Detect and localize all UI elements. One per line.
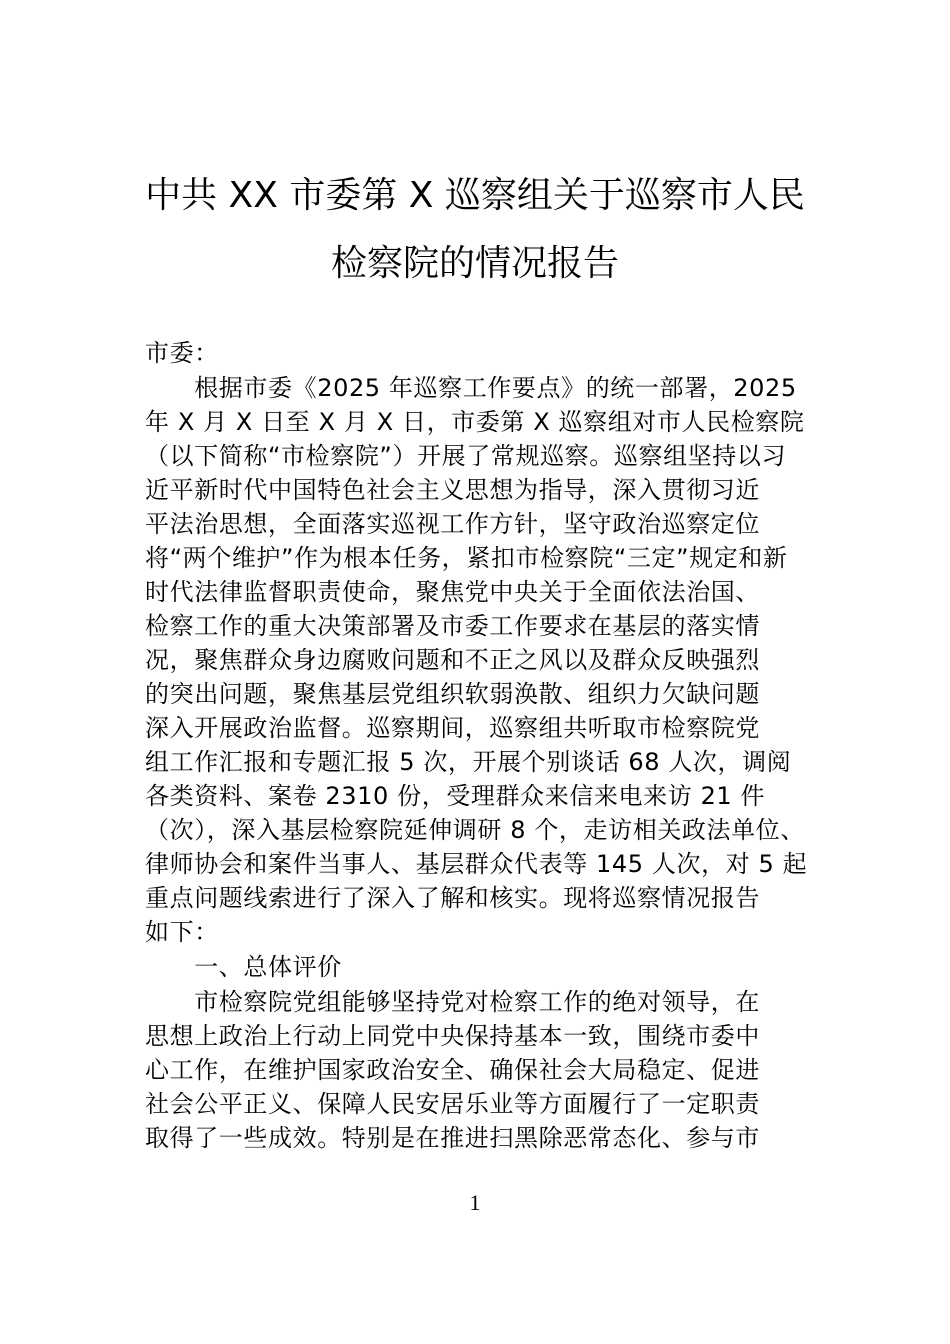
- body-line: 根据市委《2025 年巡察工作要点》的统一部署，2025: [145, 374, 797, 402]
- salutation: 市委：: [145, 339, 219, 367]
- body-line: 各类资料、案卷 2310 份，受理群众来信来电来访 21 件: [145, 782, 766, 810]
- body-line: 深入开展政治监督。巡察期间，巡察组共听取市检察院党: [145, 714, 760, 742]
- body-line: 近平新时代中国特色社会主义思想为指导，深入贯彻习近: [145, 476, 760, 504]
- body-line: 的突出问题，聚焦基层党组织软弱涣散、组织力欠缺问题: [145, 680, 760, 708]
- body-line: 取得了一些成效。特别是在推进扫黑除恶常态化、参与市: [145, 1124, 760, 1152]
- body-line: 市检察院党组能够坚持党对检察工作的绝对领导，在: [145, 988, 760, 1016]
- body-line: 社会公平正义、保障人民安居乐业等方面履行了一定职责: [145, 1090, 760, 1118]
- page-number: 1: [469, 1190, 481, 1215]
- body-line: 心工作，在维护国家政治安全、确保社会大局稳定、促进: [145, 1056, 760, 1084]
- body-line: （以下简称“市检察院”）开展了常规巡察。巡察组坚持以习: [145, 442, 787, 470]
- body-line: 平法治思想，全面落实巡视工作方针，坚守政治巡察定位: [145, 510, 760, 538]
- body-line: 组工作汇报和专题汇报 5 次，开展个别谈话 68 人次，调阅: [145, 748, 792, 776]
- body-line: 如下：: [145, 918, 219, 946]
- body-line: 律师协会和案件当事人、基层群众代表等 145 人次，对 5 起: [145, 850, 808, 878]
- body-line: 将“两个维护”作为根本任务，紧扣市检察院“三定”规定和新: [145, 544, 788, 572]
- body-line: 况，聚焦群众身边腐败问题和不正之风以及群众反映强烈: [145, 646, 760, 674]
- document-title-line-1: 中共 XX 市委第 X 巡察组关于巡察市人民: [145, 175, 805, 216]
- body-line: 检察工作的重大决策部署及市委工作要求在基层的落实情: [145, 612, 760, 640]
- section-heading: 一、总体评价: [145, 953, 342, 981]
- body-line: （次），深入基层检察院延伸调研 8 个，走访相关政法单位、: [145, 816, 805, 844]
- body-line: 思想上政治上行动上同党中央保持基本一致，围绕市委中: [145, 1022, 760, 1050]
- document-title-line-2: 检察院的情况报告: [330, 243, 619, 284]
- body-line: 时代法律监督职责使命，聚焦党中央关于全面依法治国、: [145, 578, 760, 606]
- body-line: 年 X 月 X 日至 X 月 X 日，市委第 X 巡察组对市人民检察院: [145, 408, 805, 436]
- body-line: 重点问题线索进行了深入了解和核实。现将巡察情况报告: [145, 884, 760, 912]
